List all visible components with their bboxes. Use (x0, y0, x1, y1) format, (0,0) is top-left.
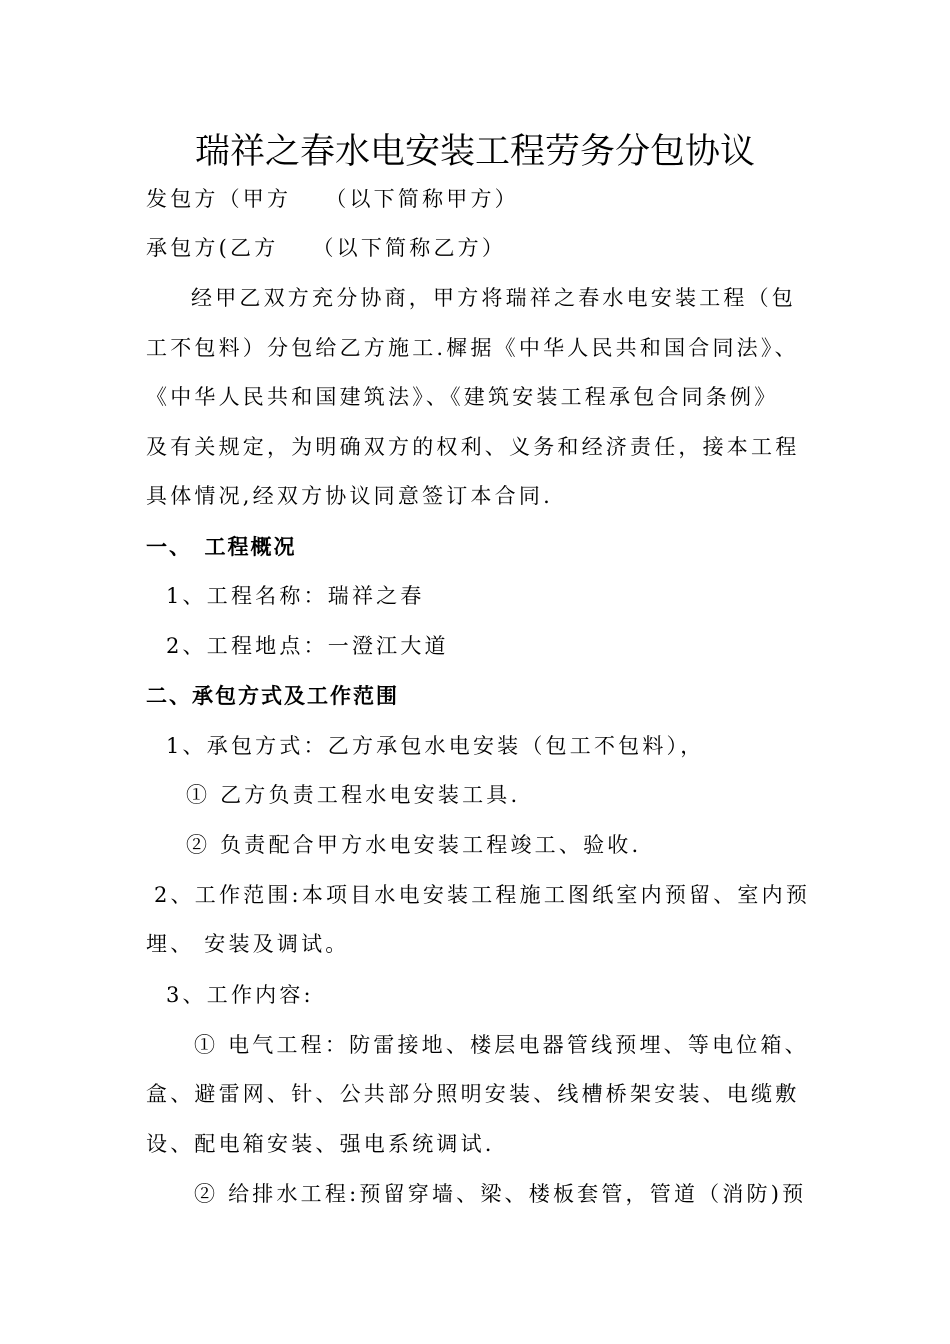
electrical-work-line-2: 盒、避雷网、针、公共部分照明安装、线槽桥架安装、电缆敷 (146, 1082, 800, 1106)
intro-paragraph-line-3: 《中华人民共和国建筑法》、《建筑安装工程承包合同条例》 (146, 385, 779, 409)
section-heading-1: 一、 工程概况 (146, 535, 297, 559)
project-location-line: 2、工程地点：一澄江大道 (166, 634, 449, 658)
section-heading-2: 二、承包方式及工作范围 (146, 684, 399, 708)
intro-paragraph-line-2: 工不包料）分包给乙方施工.樨据《中华人民共和国合同法》、 (146, 336, 799, 360)
work-scope-line-2: 埋、 安装及调试。 (146, 932, 350, 956)
intro-paragraph-line-5: 具体情况,经双方协议同意签订本合同. (146, 484, 553, 508)
contract-method-item-2: ② 负责配合甲方水电安装工程竣工、验收. (186, 833, 642, 857)
document-title: 瑞祥之春水电安装工程劳务分包协议 (194, 132, 755, 172)
work-scope-line-1: 2、工作范围:本项目水电安装工程施工图纸室内预留、室内预 (154, 883, 811, 907)
intro-paragraph-line-1: 经甲乙双方充分协商，甲方将瑞祥之春水电安装工程（包 (191, 286, 796, 310)
contract-method-line: 1、承包方式：乙方承包水电安装（包工不包料）， (166, 734, 705, 758)
contract-method-item-1: ① 乙方负责工程水电安装工具. (186, 783, 521, 807)
contractor-b-line: 承包方(乙方 （以下简称乙方） (146, 236, 507, 260)
electrical-work-line-3: 设、配电箱安装、强电系统调试. (146, 1132, 495, 1156)
project-name-line: 1、工程名称：瑞祥之春 (166, 584, 425, 608)
intro-paragraph-line-4: 及有关规定，为明确双方的权利、义务和经济责任，接本工程 (146, 435, 800, 459)
plumbing-work-line-1: ② 给排水工程:预留穿墙、梁、楼板套管，管道（消防)预 (194, 1182, 807, 1206)
electrical-work-line-1: ① 电气工程：防雷接地、楼层电器管线预埋、等电位箱、 (194, 1033, 809, 1057)
work-content-heading: 3、工作内容: (166, 983, 314, 1007)
contractor-a-line: 发包方（甲方 （以下简称甲方） (146, 187, 519, 211)
